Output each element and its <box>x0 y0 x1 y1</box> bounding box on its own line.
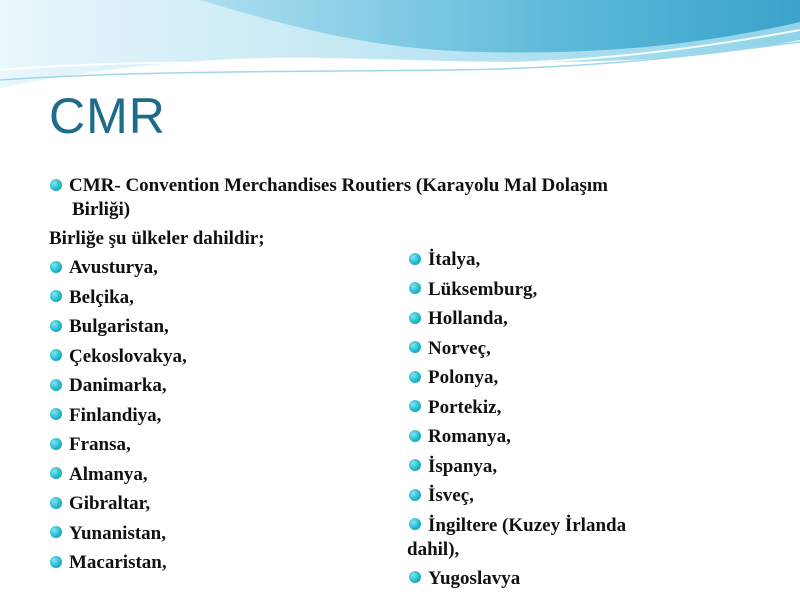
list-item <box>409 337 709 367</box>
list-item <box>50 522 187 552</box>
lead-text: Birliğe şu ülkeler dahildir; <box>49 228 265 249</box>
country-label: Hollanda, <box>428 308 508 329</box>
header-wave-decoration <box>0 0 800 100</box>
country-label: Almanya, <box>69 463 148 485</box>
intro-line-1: CMR- Convention Merchandises Routiers (Karayolu Mal Dolaşım <box>69 175 609 196</box>
bullet-icon <box>50 349 62 361</box>
country-label: Yunanistan, <box>69 522 166 544</box>
country-label: Finlandiya, <box>69 404 162 426</box>
bullet-icon <box>409 400 421 412</box>
page-title: CMR <box>49 88 166 144</box>
country-label: İsveç, <box>428 485 474 506</box>
list-item <box>50 286 187 316</box>
left-country-list <box>50 256 187 581</box>
bullet-icon <box>50 438 62 450</box>
country-label: Gibraltar, <box>69 493 151 514</box>
bullet-icon <box>409 253 421 265</box>
bullet-icon <box>50 526 62 538</box>
country-label: Yugoslavya <box>428 567 521 589</box>
country-label: Romanya, <box>428 426 511 447</box>
list-item <box>409 278 709 308</box>
list-item <box>50 433 187 463</box>
list-item <box>409 366 709 396</box>
list-item <box>409 307 709 337</box>
bullet-icon <box>50 556 62 568</box>
list-item <box>50 256 187 286</box>
bullet-icon <box>50 179 62 191</box>
bullet-icon <box>409 518 421 530</box>
list-item <box>409 514 709 562</box>
country-label: İspanya, <box>428 455 498 477</box>
bullet-icon <box>50 497 62 509</box>
list-item <box>409 567 709 597</box>
country-label: Bulgaristan, <box>69 316 169 337</box>
country-label: Avusturya, <box>69 257 158 278</box>
bullet-icon <box>50 408 62 420</box>
list-item <box>50 492 187 522</box>
bullet-icon <box>50 290 62 302</box>
country-label: Danimarka, <box>69 375 167 396</box>
list-item <box>50 463 187 493</box>
bullet-icon <box>409 312 421 324</box>
country-label: Macaristan, <box>69 552 167 573</box>
list-item <box>50 404 187 434</box>
country-label: Fransa, <box>69 434 131 455</box>
list-item <box>409 425 709 455</box>
bullet-icon <box>50 467 62 479</box>
country-label-continued: dahil), <box>407 538 460 560</box>
country-label: Portekiz, <box>428 396 502 418</box>
bullet-icon <box>409 459 421 471</box>
list-item <box>409 455 709 485</box>
bullet-icon <box>409 371 421 383</box>
list-item <box>50 345 187 375</box>
list-item <box>50 551 187 581</box>
country-label: Çekoslovakya, <box>69 345 187 367</box>
country-label: İngiltere (Kuzey İrlanda <box>428 514 627 536</box>
bullet-icon <box>50 320 62 332</box>
bullet-icon <box>50 379 62 391</box>
country-label: Belçika, <box>69 286 134 308</box>
country-label: İtalya, <box>428 249 481 270</box>
list-item <box>409 484 709 514</box>
list-item <box>409 396 709 426</box>
bullet-icon <box>409 571 421 583</box>
bullet-icon <box>409 282 421 294</box>
intro-line-2: Birliği) <box>72 199 131 220</box>
bullet-icon <box>409 341 421 353</box>
list-item <box>50 374 187 404</box>
country-label: Lüksemburg, <box>428 278 538 300</box>
bullet-icon <box>409 430 421 442</box>
intro-paragraph <box>50 174 750 222</box>
country-label: Polonya, <box>428 367 499 388</box>
list-item <box>50 315 187 345</box>
bullet-icon <box>409 489 421 501</box>
bullet-icon <box>50 261 62 273</box>
right-country-list <box>409 248 709 596</box>
list-item <box>409 248 709 278</box>
country-label: Norveç, <box>428 337 491 359</box>
